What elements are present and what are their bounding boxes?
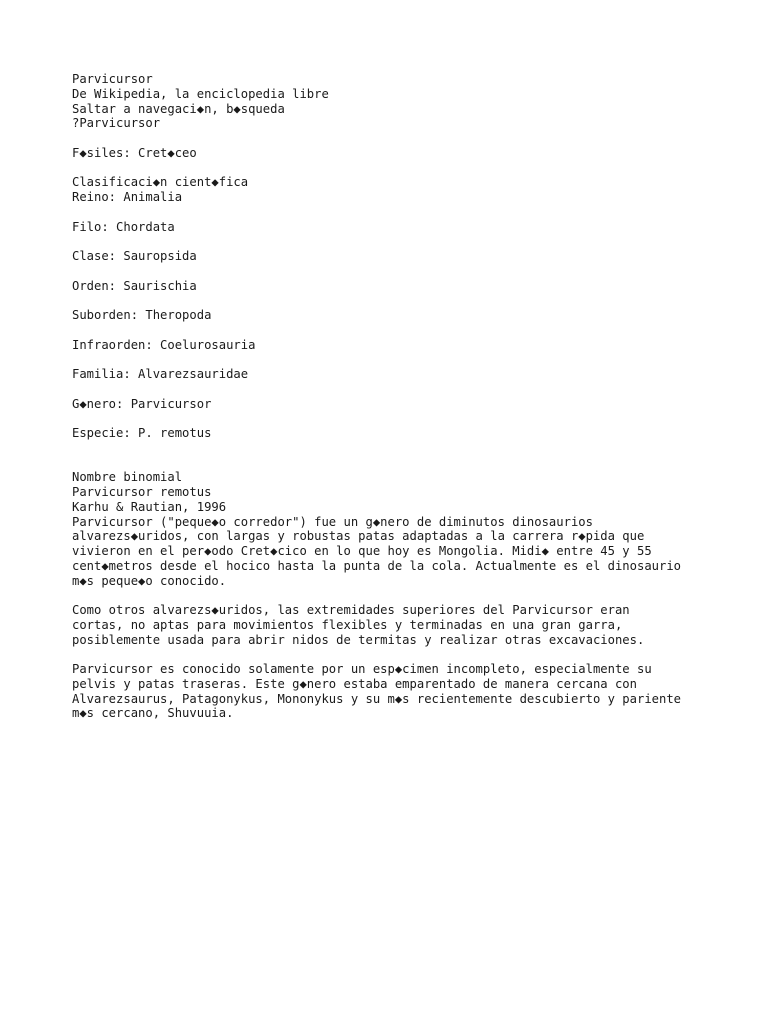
taxon-clase: Clase: Sauropsida (72, 249, 197, 263)
paragraph-line: Alvarezsaurus, Patagonykus, Mononykus y su m◆s recientemente descubierto y pariente (72, 691, 682, 706)
paragraph-line: posiblemente usada para abrir nidos de termitas y realizar otras excavaciones. (72, 632, 645, 647)
document-page (72, 72, 712, 721)
paragraph-intro (72, 515, 712, 589)
skip-navigation-link[interactable]: Saltar a navegaci◆n, b◆squeda (72, 101, 285, 116)
binomial-name: Parvicursor remotus (72, 485, 212, 499)
taxobox-title: ?Parvicursor (72, 116, 161, 131)
taxon-especie: Especie: P. remotus (72, 426, 212, 440)
paragraph-relatives (72, 662, 712, 721)
taxon-genero: G◆nero: Parvicursor (72, 396, 212, 411)
article-title: Parvicursor (72, 72, 153, 86)
taxon-filo: Filo: Chordata (72, 219, 175, 234)
paragraph-line: Como otros alvarezs◆uridos, las extremidades superiores del Parvicursor eran (72, 603, 630, 617)
fossil-range: F◆siles: Cret◆ceo (72, 145, 197, 160)
taxon-familia: Familia: Alvarezsauridae (72, 367, 249, 381)
paragraph-line: alvarezs◆uridos, con largas y robustas patas adaptadas a la carrera r◆pida que (72, 529, 645, 544)
paragraph-line: vivieron en el per◆odo Cret◆cico en lo que hoy es Mongolia. Midi◆ entre 45 y 55 (72, 544, 652, 558)
paragraph-line: m◆s peque◆o conocido. (72, 573, 227, 588)
classification-heading: Clasificaci◆n cient◆fica (72, 175, 249, 190)
taxon-reino: Reino: Animalia (72, 190, 183, 204)
source-line: De Wikipedia, la enciclopedia libre (72, 86, 329, 101)
binomial-heading: Nombre binomial (72, 470, 183, 485)
paragraph-anatomy (72, 603, 712, 647)
taxon-infraorden: Infraorden: Coelurosauria (72, 337, 256, 352)
paragraph-line: pelvis y patas traseras. Este g◆nero estaba emparentado de manera cercana con (72, 676, 637, 691)
paragraph-line: cent◆metros desde el hocico hasta la punta de la cola. Actualmente es el dinosaurio (72, 558, 682, 573)
paragraph-line: Parvicursor es conocido solamente por un esp◆cimen incompleto, especialmente su (72, 662, 652, 676)
paragraph-line: Parvicursor ("peque◆o corredor") fue un g◆nero de diminutos dinosaurios (72, 514, 593, 529)
taxon-orden: Orden: Saurischia (72, 278, 197, 293)
paragraph-line: cortas, no aptas para movimientos flexibles y terminadas en una gran garra, (72, 617, 623, 632)
paragraph-line: m◆s cercano, Shuvuuia. (72, 706, 234, 721)
taxon-suborden: Suborden: Theropoda (72, 308, 212, 322)
binomial-authority: Karhu & Rautian, 1996 (72, 499, 227, 514)
